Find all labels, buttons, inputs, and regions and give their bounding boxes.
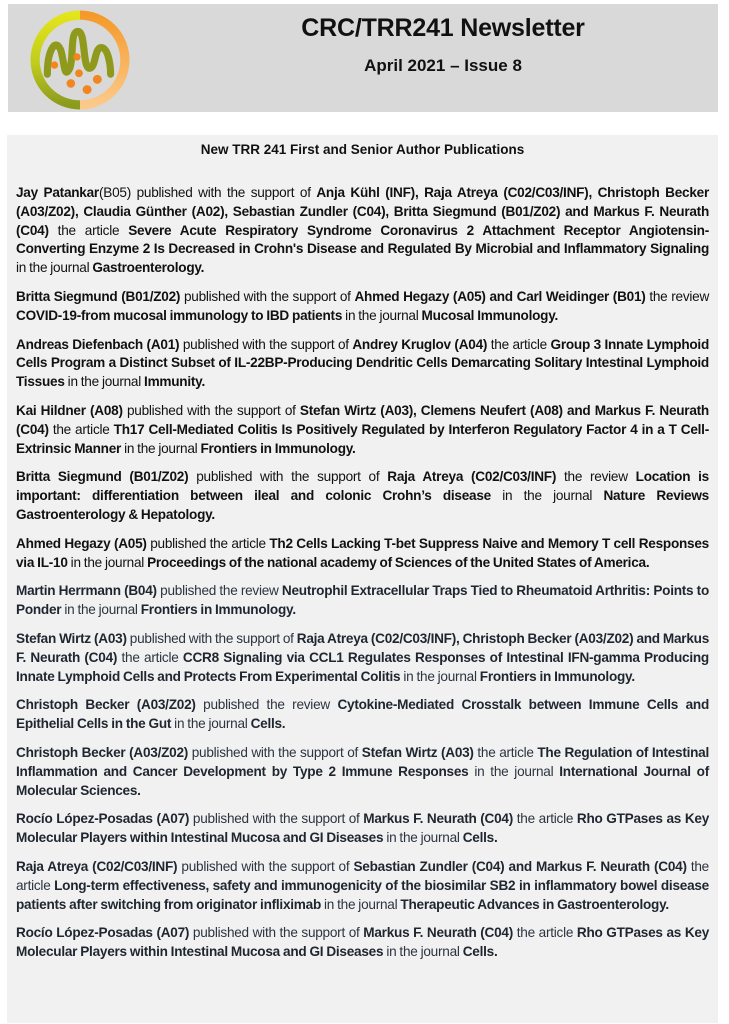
trr241-logo-icon bbox=[29, 9, 131, 111]
issue-date: April 2021 – Issue 8 bbox=[364, 56, 522, 75]
journal-text: in the journal bbox=[400, 668, 480, 684]
journal-text: in the journal bbox=[121, 440, 201, 456]
publication-title: Location is important: differentiation between ileal and colonic Crohn’s disease bbox=[16, 469, 709, 504]
publication-entry bbox=[16, 924, 709, 962]
publication-type-text: published the review bbox=[156, 583, 282, 599]
publication-title: Rho GTPases as Key Molecular Players within Intestinal Mucosa and GI Diseases bbox=[16, 811, 710, 846]
publication-type-text: the article bbox=[117, 649, 183, 665]
publication-title: The Regulation of Intestinal Inflammation and Cancer Development by Type 2 Immune Responses bbox=[16, 744, 710, 779]
newsletter-header bbox=[8, 4, 718, 112]
author-group: (B05) bbox=[98, 185, 131, 200]
author-name: Stefan Wirtz (A03) bbox=[16, 630, 127, 646]
author-name: Rocío López-Posadas (A07) bbox=[16, 925, 190, 941]
journal-text: in the journal bbox=[342, 307, 422, 323]
publication-type-text: the review bbox=[645, 288, 710, 304]
publication-title: Th17 Cell-Mediated Colitis Is Positively Regulated by Interferon Regulatory Factor 4 in a T Cell-Extrinsic Manner bbox=[16, 421, 709, 456]
journal-text: in the journal bbox=[67, 554, 148, 570]
author-name: Jay Patankar bbox=[16, 185, 99, 200]
publication-entry bbox=[16, 535, 709, 573]
publication-type-text: the article bbox=[48, 421, 114, 437]
section-title: New TRR 241 First and Senior Author Publications bbox=[200, 142, 525, 157]
publication-title: Neutrophil Extracellular Traps Tied to Rheumatoid Arthritis: Points to Ponder bbox=[16, 583, 709, 618]
author-name: Christoph Becker (A03/Z02) bbox=[16, 697, 196, 713]
supporting-authors: Stefan Wirtz (A03), Clemens Neufert (A08) and Markus F. Neurath (C04) bbox=[16, 402, 709, 437]
author-name: Ahmed Hegazy (A05) bbox=[16, 535, 147, 551]
support-text: published with the support of bbox=[126, 630, 297, 646]
publications-section bbox=[7, 135, 718, 1023]
support-text: published with the support of bbox=[179, 336, 353, 352]
support-text: published with the support of bbox=[188, 744, 362, 760]
publication-title: Rho GTPases as Key Molecular Players within Intestinal Mucosa and GI Diseases bbox=[16, 925, 710, 960]
publication-list bbox=[16, 171, 709, 972]
journal-text: in the journal bbox=[61, 602, 141, 618]
journal-name: International Journal of Molecular Sciences. bbox=[16, 763, 709, 798]
journal-name: Frontiers in Immunology. bbox=[479, 668, 635, 684]
author-name: Britta Siegmund (B01/Z02) bbox=[16, 288, 181, 304]
journal-text: in the journal bbox=[171, 716, 251, 732]
author-name: Rocío López-Posadas (A07) bbox=[16, 811, 190, 827]
publication-entry bbox=[16, 402, 709, 458]
publication-entry bbox=[16, 810, 709, 848]
author-name: Martin Herrmann (B04) bbox=[16, 583, 157, 599]
publication-title: Th2 Cells Lacking T-bet Suppress Naive and Memory T cell Responses via IL-10 bbox=[16, 535, 709, 570]
supporting-authors: Ahmed Hegazy (A05) and Carl Weidinger (B01) bbox=[354, 288, 646, 304]
support-text: published with the support of bbox=[188, 469, 388, 485]
support-text: published with the support of bbox=[180, 288, 355, 304]
publication-entry bbox=[16, 630, 709, 686]
author-name: Britta Siegmund (B01/Z02) bbox=[16, 469, 189, 485]
supporting-authors: Anja Kühl (INF), Raja Atreya (C02/C03/INF), Christoph Becker (A03/Z02), Claudia Günther (A02), Sebastian Zundler (C04), Britta Siegmund (B01/Z02) and Markus F. Neurath (C04) bbox=[16, 185, 709, 238]
journal-name: Cells. bbox=[250, 716, 286, 732]
supporting-authors: Andrey Kruglov (A04) bbox=[352, 336, 488, 352]
journal-name: Proceedings of the national academy of Sciences of the United States of America. bbox=[147, 554, 650, 570]
journal-text: in the journal bbox=[490, 488, 604, 504]
publication-type-text: the article bbox=[513, 925, 577, 941]
journal-name: Therapeutic Advances in Gastroenterology. bbox=[400, 896, 669, 912]
author-name: Christoph Becker (A03/Z02) bbox=[16, 744, 189, 760]
support-text: published with the support of bbox=[189, 811, 364, 827]
publication-title: Long-term effectiveness, safety and immunogenicity of the biosimilar SB2 in inflammatory bowel disease patients after switching from originator infliximab bbox=[16, 877, 709, 912]
journal-name: Gastroenterology. bbox=[92, 260, 205, 276]
author-name: Andreas Diefenbach (A01) bbox=[16, 336, 180, 352]
publication-type-text: the article bbox=[48, 222, 129, 238]
publication-type-text: the review bbox=[556, 469, 636, 485]
journal-name: Cells. bbox=[462, 830, 498, 846]
publication-type-text: the article bbox=[16, 858, 709, 893]
journal-text: in the journal bbox=[321, 896, 401, 912]
publication-title: Cytokine-Mediated Crosstalk between Immune Cells and Epithelial Cells in the Gut bbox=[16, 697, 710, 732]
author-name: Kai Hildner (A08) bbox=[16, 402, 123, 418]
journal-name: Cells. bbox=[462, 944, 498, 960]
journal-text: in the journal bbox=[64, 374, 145, 390]
publication-type-text: published the review bbox=[195, 697, 338, 713]
supporting-authors: Sebastian Zundler (C04) and Markus F. Neurath (C04) bbox=[353, 858, 687, 874]
publication-title: Group 3 Innate Lymphoid Cells Program a Distinct Subset of IL-22BP-Producing Dendritic Cells Demarcating Solitary Intestinal Lymphoid Tissues bbox=[16, 336, 710, 390]
journal-name: Nature Reviews Gastroenterology & Hepatology. bbox=[16, 488, 709, 522]
supporting-authors: Stefan Wirtz (A03) bbox=[361, 744, 474, 760]
supporting-authors: Raja Atreya (C02/C03/INF), Christoph Becker (A03/Z02) and Markus F. Neurath (C04) bbox=[16, 630, 710, 665]
journal-text: in the journal bbox=[16, 260, 93, 276]
publication-entry bbox=[16, 336, 709, 392]
publication-entry bbox=[16, 696, 709, 734]
support-text: published with the support of bbox=[177, 858, 354, 874]
journal-name: Immunity. bbox=[144, 374, 205, 390]
supporting-authors: Markus F. Neurath (C04) bbox=[363, 925, 514, 941]
newsletter-title: CRC/TRR241 Newsletter bbox=[301, 14, 585, 42]
journal-text: in the journal bbox=[383, 830, 463, 846]
publication-entry bbox=[16, 858, 709, 914]
publication-title: Severe Acute Respiratory Syndrome Coronavirus 2 Attachment Receptor Angiotensin-Converting Enzyme 2 Is Decreased in Crohn's Disease and Regulated By Microbial and Inflammatory Signaling bbox=[16, 222, 709, 257]
publication-entry bbox=[16, 582, 709, 620]
journal-name: Mucosal Immunology. bbox=[421, 307, 559, 323]
supporting-authors: Markus F. Neurath (C04) bbox=[363, 811, 514, 827]
journal-text: in the journal bbox=[383, 944, 463, 960]
publication-entry bbox=[16, 744, 709, 800]
supporting-authors: Raja Atreya (C02/C03/INF) bbox=[387, 469, 557, 485]
publication-entry bbox=[16, 468, 709, 524]
support-text: published with the support of bbox=[122, 402, 300, 418]
journal-name: Frontiers in Immunology. bbox=[140, 602, 296, 618]
author-name: Raja Atreya (C02/C03/INF) bbox=[16, 858, 178, 874]
publication-title: CCR8 Signaling via CCL1 Regulates Responses of Intestinal IFN-gamma Producing Innate Lymphoid Cells and Protects From Experimental Colitis bbox=[16, 649, 709, 684]
publication-entry bbox=[16, 184, 709, 278]
journal-text: in the journal bbox=[468, 763, 560, 779]
journal-name: Frontiers in Immunology. bbox=[200, 440, 356, 456]
support-text: published with the support of bbox=[130, 185, 317, 200]
publication-type-text: published the article bbox=[146, 535, 270, 551]
publication-type-text: the article bbox=[473, 744, 538, 760]
publication-type-text: the article bbox=[487, 336, 551, 352]
publication-title: COVID-19-from mucosal immunology to IBD patients bbox=[16, 307, 343, 323]
publication-type-text: the article bbox=[513, 811, 577, 827]
support-text: published with the support of bbox=[189, 925, 364, 941]
publication-entry bbox=[16, 288, 709, 326]
